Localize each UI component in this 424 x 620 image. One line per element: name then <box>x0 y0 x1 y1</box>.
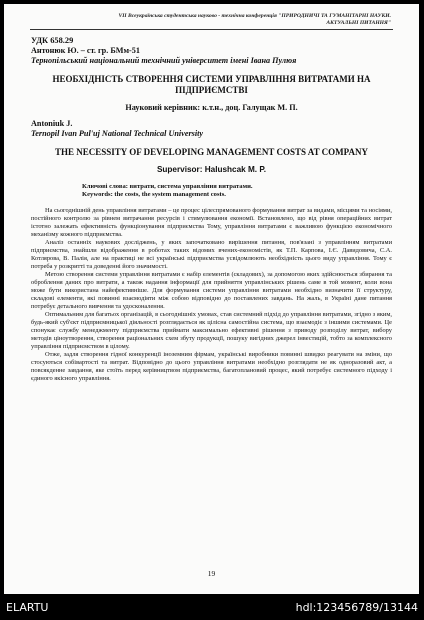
paragraph: Оптимальним для багатьох організацій, в сьогоднішніх умовах, став системний підхід до управління витратами, згідно з яким, будь-який суб'єкт підприємницької діяльності розглядається як цілісна самостійна система, що взаємодіє з іншими системами. Це спонукає службу менеджменту підприємства приймати максимально ефективні рішення з приводу розподілу витрат, вибору методів ціноутворення, створення раціональних схем збуту продукції, пошуку вигідних джерел інвестицій, тобто за комплексного управління підприємством в цілому. <box>31 311 392 350</box>
conference-line-2: АКТУАЛЬНІ ПИТАННЯ" <box>326 20 391 26</box>
en-author: Antoniuk J. <box>31 119 73 128</box>
ua-supervisor: Науковий керівник: к.т.н., доц. Галущак М. П. <box>125 103 298 112</box>
paragraph: Метою створення системи управління витратами є набір елементів (складових), за допомогою яких здійснюється збирання та оброблення даних про витрати, а також надання інформації для прийняття управлінських рішень саме в той момент, коли вона може бути використана найефективніше. Для формування системи управління витратами необхідно визначити її структуру, складові елементи, які повинні взаємодіяти між собою відповідно до поставлених завдань. На жаль, в Україні дане питання потребує детального вивчення та удосконалення. <box>31 271 392 310</box>
keywords-block <box>4 175 419 199</box>
repository-name: ELARTU <box>6 601 49 614</box>
paragraph: На сьогоднішній день управління витратами – це процес цілеспрямованого формування витрат за видами, місцями та носіями, постійного контролю за рівнем витрачання ресурсів і стимулювання економії. Встановлено, що від рівня операційних витрат істотно залежать ефективність функціонування підприємства Тому, управління витратами є важливою функцією економічного механізму кожного підприємства. <box>31 207 392 238</box>
en-supervisor: Supervisor: Halushcak M. P. <box>156 165 267 174</box>
paragraph: Аналіз останніх наукових досліджень, у яких започатковано вирішення питання, пов'язані з управлінням витратами підприємства, знайшли відображення в роботах таких відомих вчених-економістів, як Т.П. Карпова, І.Є. Давидовича, С.А. Котлярова, В. Палія, але на практиці не всі українські підприємства усвідомлюють необхідність цього виду управління. Тому є потреба у розкритті та доведенні його значимості. <box>31 239 392 270</box>
en-title: THE NECESSITY OF DEVELOPING MANAGEMENT COSTS AT COMPANY <box>55 147 368 157</box>
keywords-ua: Ключові слова: витрати, система управління витратами. <box>82 183 253 190</box>
conference-header <box>4 4 419 27</box>
keywords-en: Keywords: the costs, the system management costs. <box>82 191 226 198</box>
udk-code: УДК 658.29 <box>31 36 74 45</box>
ua-author: Антонюк Ю. – ст. гр. БМм-51 <box>31 46 140 55</box>
scanned-page <box>4 4 419 594</box>
ua-author-block <box>4 30 419 66</box>
ua-affiliation: Тернопільський національний технічний університет імені Івана Пулюя <box>31 56 297 65</box>
conference-line-1: VII Всеукраїнська студентська науково - технічна конференція "ПРИРОДНИЧІ ТА ГУМАНІТАРНІ НАУКИ. <box>118 13 391 19</box>
handle-id: hdl:123456789/13144 <box>295 601 418 614</box>
footer-bar <box>0 596 424 620</box>
article-body <box>4 199 419 383</box>
paragraph: Отже, задля створення гідної конкуренції іноземним фірмам, українські виробники повинні швидко реагувати на зміни, що стосуються собівартості та витрат. Відповідно до цього управління витратами необхідно розглядати не як одноразовий акт, а повсякденне завдання, яке стоїть перед керівництвом підприємства, багатоплановий процес, який потребує системного підходу і єдиного якісного управління. <box>31 351 392 382</box>
ua-title: НЕОБХІДНІСТЬ СТВОРЕННЯ СИСТЕМИ УПРАВЛІННЯ ВИТРАТАМИ НА ПІДПРИЄМСТВІ <box>52 74 371 95</box>
page-number: 19 <box>207 569 216 578</box>
en-affiliation: Ternopil Ivan Pul'uj National Technical University <box>31 129 204 138</box>
